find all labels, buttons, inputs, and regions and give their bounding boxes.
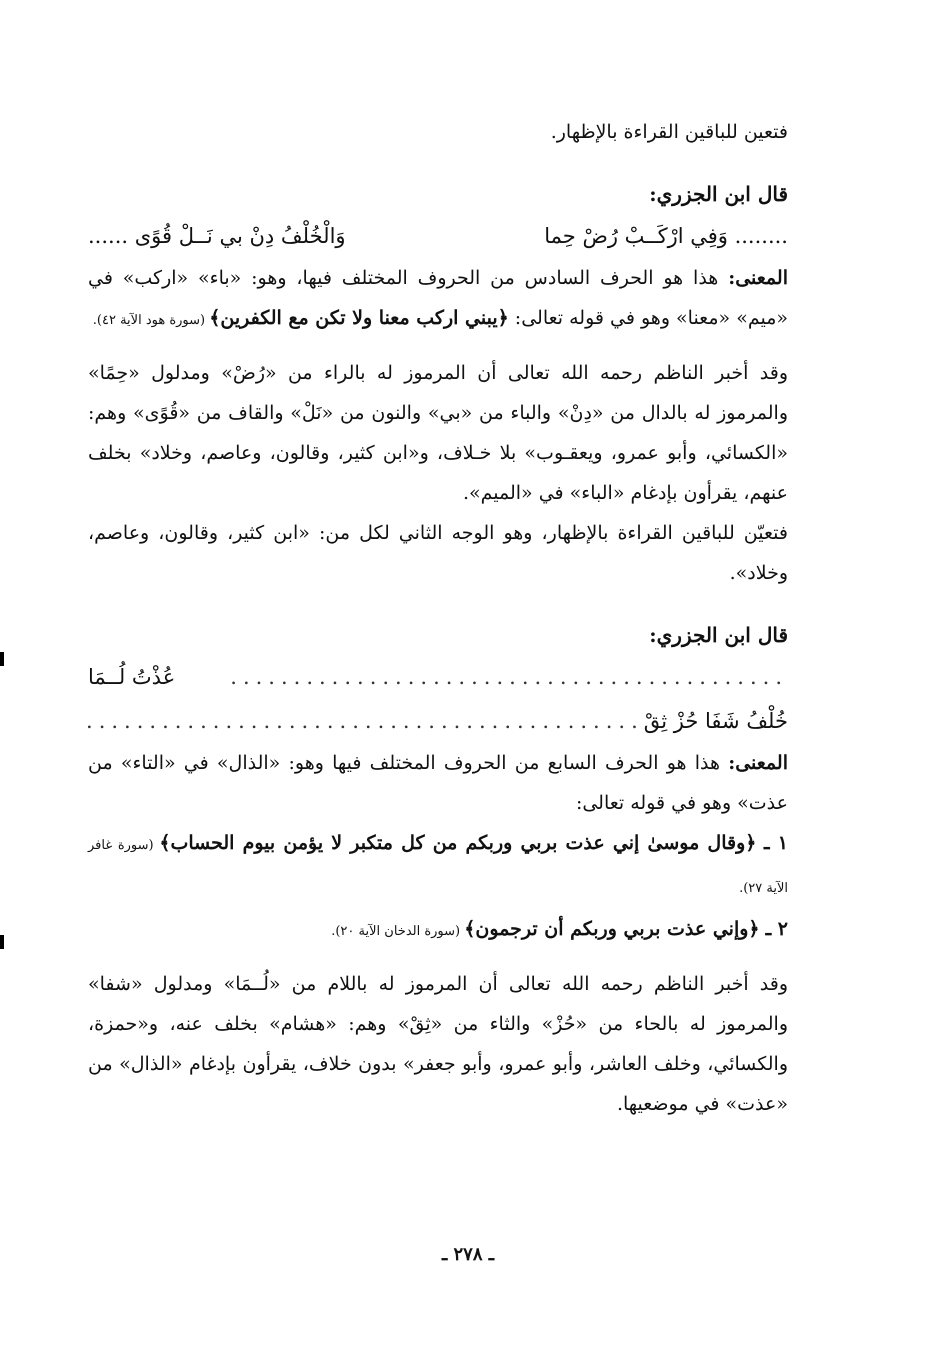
page-number: ـ ٢٧٨ ـ — [441, 1244, 495, 1265]
page-body — [88, 112, 788, 1124]
spacer — [88, 152, 788, 174]
meaning-text: هذا هو الحرف السادس من الحروف المختلف فيها، وهو: «باء» «اركب» في «ميم» «معنا» وهو في قوله تعالى: — [88, 267, 788, 329]
meaning-label: المعنى: — [728, 752, 788, 774]
section1-verse — [88, 214, 788, 258]
section1-paragraph-1: وقد أخبر الناظم رحمه الله تعالى أن المرموز له بالراء من «رُضْ» ومدلول «حِمًا» والمرموز له بالدال من «دِنْ» والباء من «بي» والنون من «نَلْ» والقاف من «قُوًى» وهم: «الكسائي، وأبو عمرو، ويعقـوب» بلا خـلاف، و«ابن كثير، وقالون، وعاصم، وخلاد» بخلف عنهم، يقرأون بإدغام «الباء» في «الميم». — [88, 362, 788, 504]
quran-reference: (سورة الدخان الآية ٢٠). — [331, 924, 465, 939]
quran-quote: ﴿يبني اركب معنا ولا تكن مع الكفرين﴾ — [209, 307, 509, 329]
section1-meaning — [88, 258, 788, 341]
item-number: ٢ ـ — [765, 918, 788, 940]
section2-paragraph-1: وقد أخبر الناظم رحمه الله تعالى أن المرموز له باللام من «لُــمَا» ومدلول «شفا» والمرموز له بالحاء من «حُزْ» والثاء من «ثِقْ» وهم: «هشام» بخلف عنه، و«حمزة، والكسائي، وخلف العاشر، وأبو عمرو، وأبو جعفر» بدون خلاف، يقرأون بإدغام «الذال» من «عذت» في موضعيها. — [88, 973, 788, 1115]
quran-reference: (سورة هود الآية ٤٢). — [92, 313, 210, 328]
section2-heading: قال ابن الجزري: — [649, 623, 788, 647]
section2-verse-1 — [88, 655, 788, 699]
verse-left-hemistich: وَالْخُلْفُ دِنْ بي نَــلْ قُوًى ...... — [88, 224, 346, 248]
meaning-label: المعنى: — [728, 267, 788, 289]
section1-paragraph-2: فتعيّن للباقين القراءة بالإظهار، وهو الوجه الثاني لكل من: «ابن كثير، وقالون، وعاصم، وخلاد». — [88, 522, 788, 584]
item-number: ١ ـ — [764, 832, 788, 854]
meaning-text: هذا هو الحرف السابع من الحروف المختلف فيها وهو: «الذال» في «التاء» من عذت» وهو في قوله تعالى: — [88, 752, 788, 814]
quran-reference: (سورة غافر الآية ٢٧). — [88, 838, 788, 896]
spacer — [88, 593, 788, 615]
quran-quote: ﴿وإني عذت بربي وربكم أن ترجمون﴾ — [464, 918, 760, 940]
section2-verse-2 — [88, 699, 788, 743]
quran-quote: ﴿وقال موسىٰ إني عذت بربي وربكم من كل متكبر لا يؤمن بيوم الحساب﴾ — [159, 832, 757, 854]
spacer — [88, 341, 788, 353]
top-line: فتعين للباقين القراءة بالإظهار. — [550, 121, 788, 143]
verse-dots: ............................................ — [230, 665, 788, 689]
quran-item-2 — [88, 909, 788, 952]
verse-dots: ............................................ — [86, 709, 644, 733]
verse-left-hemistich: عُذْتُ لُــمَا — [88, 665, 176, 689]
quran-item-1 — [88, 823, 788, 909]
verse-right-hemistich: خُلْفُ شَفَا حُزْ ثِقْ — [643, 709, 788, 733]
scan-edge-mark — [0, 935, 4, 949]
section1-heading: قال ابن الجزري: — [649, 182, 788, 206]
verse-right-hemistich: ........ وَفِي ارْكَــبْ رُضْ حِما — [544, 224, 788, 248]
scan-edge-mark — [0, 652, 4, 666]
section2-meaning — [88, 743, 788, 823]
spacer — [88, 952, 788, 964]
